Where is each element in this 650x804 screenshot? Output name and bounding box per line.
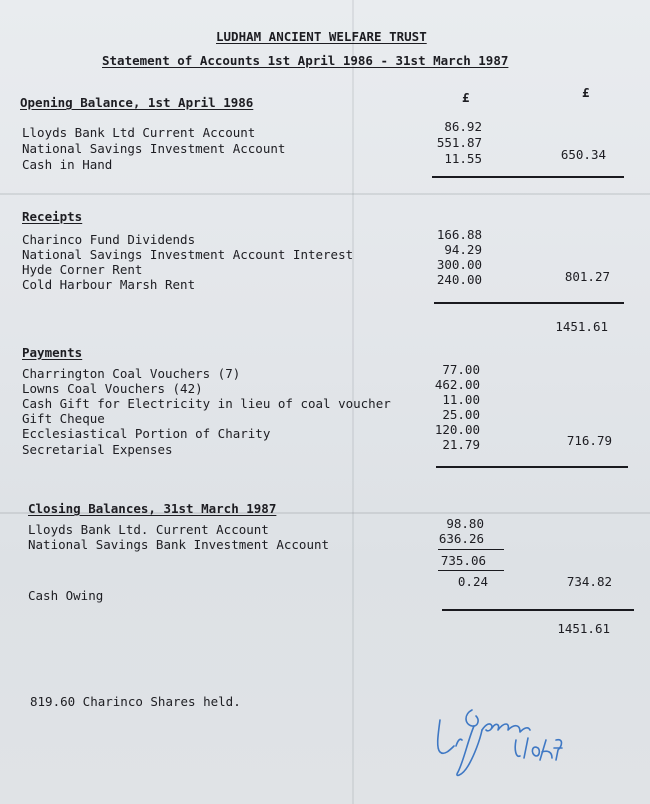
- payments-heading: Payments: [22, 345, 83, 360]
- receipts-item-label: National Savings Investment Account Interest: [22, 247, 354, 262]
- cash-owing-label: Cash Owing: [28, 588, 104, 603]
- payments-item-label: Gift Cheque: [22, 411, 105, 426]
- subtotal-rule: [438, 549, 504, 550]
- closing-bank-subtotal: 735.06: [440, 553, 486, 568]
- total-rule: [432, 176, 624, 178]
- receipts-item-amount: 94.29: [444, 242, 482, 257]
- payments-total: 716.79: [566, 433, 612, 448]
- currency-header: £: [582, 85, 590, 100]
- total-rule: [434, 302, 624, 304]
- payments-item-amount: 120.00: [434, 422, 480, 437]
- opening-total: 650.34: [560, 147, 606, 162]
- document-title: LUDHAM ANCIENT WELFARE TRUST: [216, 29, 427, 44]
- opening-item-amount: 11.55: [444, 151, 482, 166]
- payments-item-label: Ecclesiastical Portion of Charity: [22, 426, 271, 441]
- opening-heading: Opening Balance, 1st April 1986: [20, 95, 254, 110]
- payments-item-amount: 25.00: [442, 407, 480, 422]
- opening-item-label: National Savings Investment Account: [22, 141, 286, 156]
- closing-total: 734.82: [566, 574, 612, 589]
- closing-item-amount: 98.80: [446, 516, 484, 531]
- total-rule: [442, 609, 634, 611]
- payments-item-amount: 462.00: [434, 377, 480, 392]
- payments-item-label: Charrington Coal Vouchers (7): [22, 366, 241, 381]
- payments-item-label: Cash Gift for Electricity in lieu of coal voucher: [22, 396, 391, 411]
- subtotal-rule: [438, 570, 504, 571]
- payments-item-amount: 11.00: [442, 392, 480, 407]
- opening-item-label: Lloyds Bank Ltd Current Account: [22, 125, 256, 140]
- closing-item-label: Lloyds Bank Ltd. Current Account: [28, 522, 269, 537]
- receipts-item-label: Hyde Corner Rent: [22, 262, 143, 277]
- total-rule: [436, 466, 628, 468]
- receipts-item-amount: 300.00: [436, 257, 482, 272]
- opening-item-label: Cash in Hand: [22, 157, 113, 172]
- payments-item-amount: 21.79: [442, 437, 480, 452]
- receipts-item-amount: 240.00: [436, 272, 482, 287]
- opening-item-amount: 551.87: [436, 135, 482, 150]
- opening-item-amount: 86.92: [444, 119, 482, 134]
- receipts-item-label: Cold Harbour Marsh Rent: [22, 277, 196, 292]
- currency-header: £: [462, 90, 470, 105]
- receipts-heading: Receipts: [22, 209, 83, 224]
- payments-item-label: Secretarial Expenses: [22, 442, 173, 457]
- cash-owing-amount: 0.24: [457, 574, 488, 589]
- fold-crease: [0, 193, 650, 195]
- receipts-total: 801.27: [564, 269, 610, 284]
- receipts-item-label: Charinco Fund Dividends: [22, 232, 196, 247]
- subtotal: 1451.61: [555, 319, 608, 334]
- grand-total: 1451.61: [557, 621, 610, 636]
- payments-item-label: Lowns Coal Vouchers (42): [22, 381, 203, 396]
- closing-heading: Closing Balances, 31st March 1987: [28, 501, 277, 516]
- payments-item-amount: 77.00: [442, 362, 480, 377]
- closing-item-label: National Savings Bank Investment Account: [28, 537, 330, 552]
- shares-note: 819.60 Charinco Shares held.: [30, 694, 241, 709]
- receipts-item-amount: 166.88: [436, 227, 482, 242]
- closing-item-amount: 636.26: [438, 531, 484, 546]
- document-subtitle: Statement of Accounts 1st April 1986 - 31st March 1987: [102, 53, 509, 68]
- signature-mark: [428, 700, 568, 780]
